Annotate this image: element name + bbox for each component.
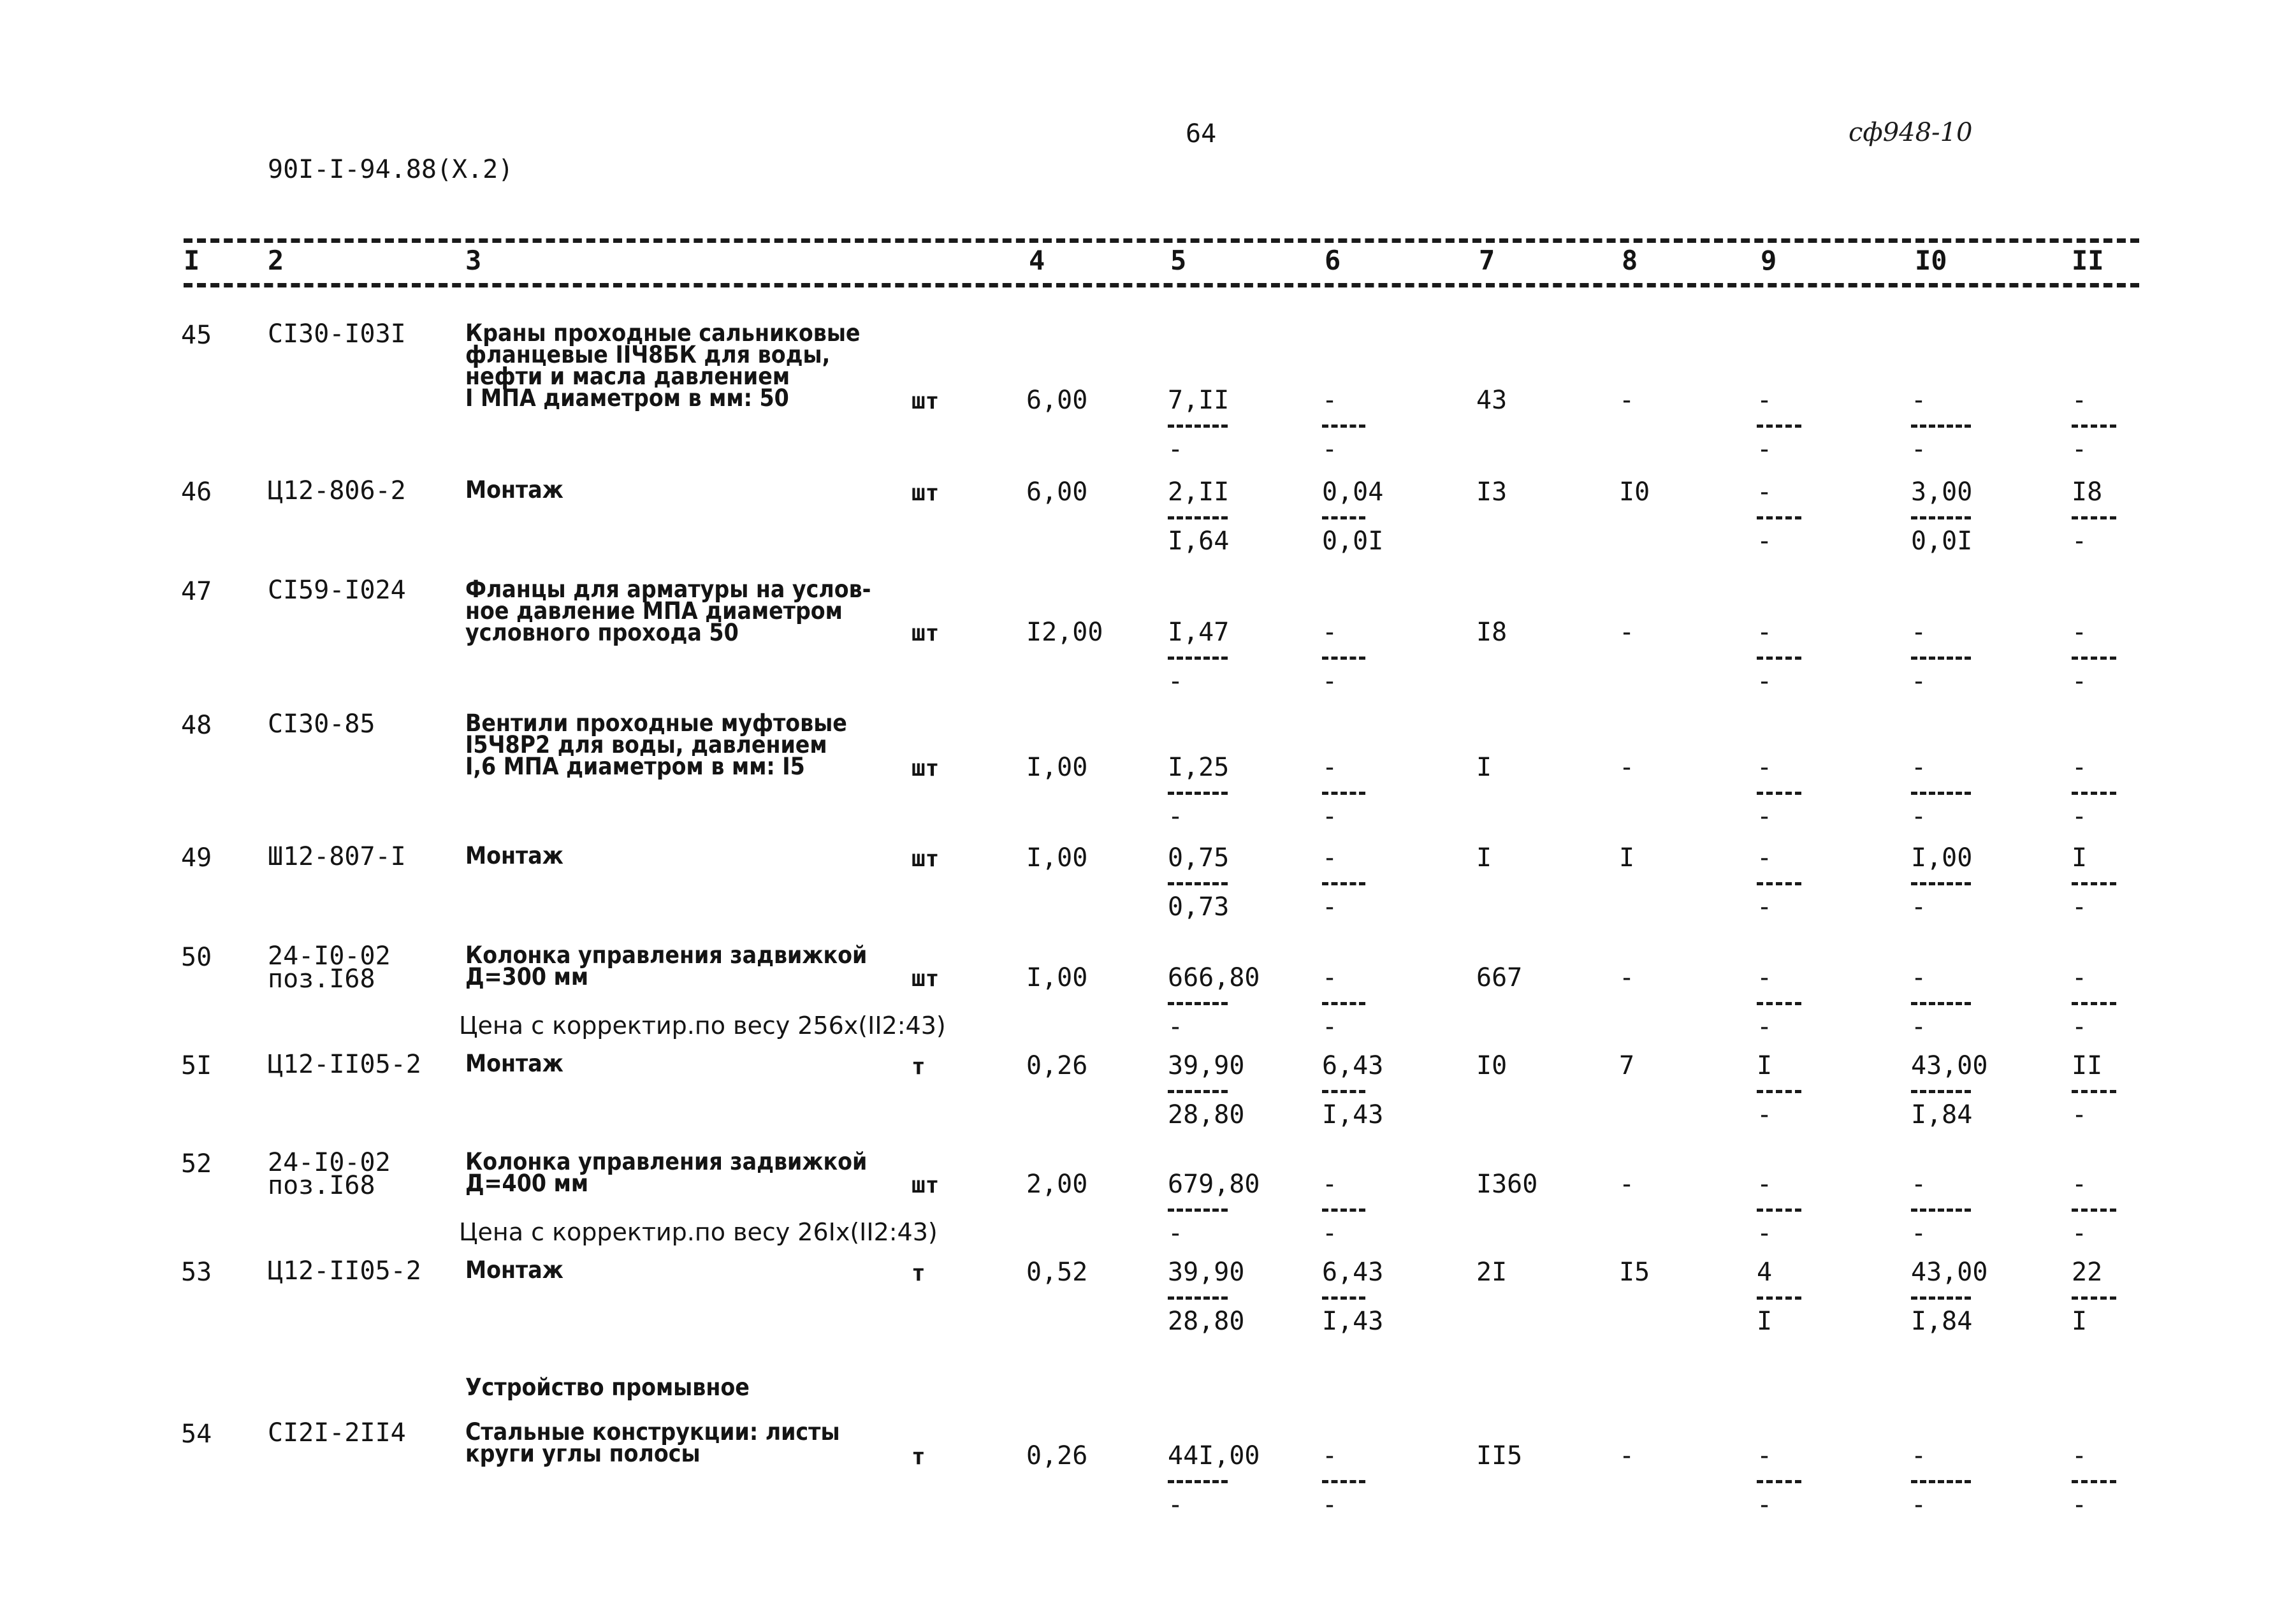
value-fraction: [1322, 388, 1365, 462]
fraction-top-value: II: [2072, 1051, 2103, 1080]
fraction-bar: [1911, 1296, 1971, 1300]
column-8-value: I0: [1619, 477, 1650, 507]
fraction-bottom-value: I,84: [1911, 1100, 1973, 1129]
column-8-value: -: [1619, 386, 1635, 415]
fraction-top-value: -: [1757, 477, 1773, 507]
fraction-bottom-value: -: [1322, 435, 1338, 464]
fraction-top-value: -: [1757, 386, 1773, 415]
fraction-top-value: -: [2072, 386, 2088, 415]
column-7-value: I3: [1476, 477, 1508, 507]
unit-of-measure: шт: [912, 620, 940, 646]
value-fraction: [1168, 479, 1229, 554]
value-fraction: [2072, 1053, 2116, 1128]
value-fraction: [2072, 845, 2116, 920]
value-fraction: [1168, 965, 1260, 1040]
value-fraction: [1168, 1443, 1260, 1518]
work-description: Монтаж: [465, 476, 563, 504]
fraction-bottom-value: -: [1911, 1012, 1927, 1042]
fraction-bar: [1911, 657, 1971, 660]
value-fraction: [1322, 1053, 1383, 1128]
fraction-bar: [1757, 657, 1801, 660]
column-7-value: II5: [1476, 1441, 1523, 1470]
row-number: 50: [181, 943, 212, 972]
fraction-top-value: -: [2072, 963, 2088, 992]
fraction-bottom-value: -: [1911, 1219, 1927, 1248]
fraction-bottom-value: -: [2072, 802, 2088, 831]
fraction-top-value: -: [1322, 386, 1338, 415]
value-fraction: [1757, 479, 1801, 554]
fraction-bar: [2072, 425, 2116, 428]
value-fraction: [1322, 845, 1365, 920]
fraction-bar: [1322, 792, 1365, 795]
fraction-bottom-value: -: [1757, 892, 1773, 922]
price-code: CI30-I03I: [268, 319, 406, 349]
fraction-bar: [1322, 425, 1365, 428]
work-description: Вентили проходные муфтовые I5Ч8Р2 для воды, давлением I,6 МПА диаметром в мм: I5: [465, 709, 847, 780]
fraction-bottom-value: -: [1322, 667, 1338, 696]
fraction-bar: [2072, 516, 2116, 519]
value-fraction: [1757, 1053, 1801, 1128]
fraction-top-value: -: [2072, 1441, 2088, 1470]
fraction-top-value: 44I,00: [1168, 1441, 1260, 1470]
value-fraction: [2072, 479, 2116, 554]
fraction-bottom-value: -: [1168, 1219, 1184, 1248]
value-fraction: [1322, 755, 1365, 829]
fraction-bottom-value: I,84: [1911, 1307, 1973, 1336]
fraction-bottom-value: 0,73: [1168, 892, 1230, 922]
value-fraction: [1911, 965, 1971, 1040]
fraction-bottom-value: I,64: [1168, 526, 1230, 556]
fraction-top-value: -: [1911, 963, 1927, 992]
fraction-top-value: 43,00: [1911, 1258, 1988, 1287]
fraction-top-value: -: [2072, 1170, 2088, 1199]
fraction-bottom-value: -: [1911, 435, 1927, 464]
fraction-top-value: -: [1757, 843, 1773, 873]
column-number: 8: [1622, 245, 1638, 276]
price-code: Ш12-807-I: [268, 842, 406, 871]
fraction-bottom-value: -: [2072, 1100, 2088, 1129]
fraction-bar: [2072, 1090, 2116, 1093]
price-code: Ц12-II05-2: [268, 1050, 421, 1079]
fraction-top-value: 7,II: [1168, 386, 1230, 415]
fraction-top-value: -: [1757, 1170, 1773, 1199]
column-number: 4: [1029, 245, 1045, 276]
value-fraction: [1911, 755, 1971, 829]
value-fraction: [1168, 845, 1229, 920]
column-number: 3: [465, 245, 482, 276]
quantity: 2,00: [1026, 1170, 1088, 1199]
unit-of-measure: шт: [912, 388, 940, 414]
work-description: Монтаж: [465, 1256, 563, 1284]
fraction-top-value: -: [2072, 753, 2088, 782]
column-7-value: I8: [1476, 618, 1508, 647]
value-fraction: [1911, 620, 1971, 694]
fraction-bar: [1757, 1296, 1801, 1300]
value-fraction: [1322, 1172, 1365, 1246]
quantity: 0,26: [1026, 1441, 1088, 1470]
value-fraction: [1757, 965, 1801, 1040]
fraction-bottom-value: I,43: [1322, 1307, 1384, 1336]
fraction-bar: [1757, 1209, 1801, 1212]
fraction-bar: [1168, 792, 1228, 795]
fraction-bar: [1911, 516, 1971, 519]
fraction-bottom-value: -: [1168, 1012, 1184, 1042]
column-8-value: -: [1619, 1441, 1635, 1470]
value-fraction: [1168, 1260, 1244, 1334]
quantity: I2,00: [1026, 618, 1103, 647]
fraction-bottom-value: -: [1757, 802, 1773, 831]
row-number: 46: [181, 477, 212, 507]
fraction-bar: [1911, 1090, 1971, 1093]
column-number: 6: [1325, 245, 1341, 276]
work-description: Колонка управления задвижкой Д=300 мм: [465, 941, 868, 991]
section-heading: Устройство промывное: [465, 1374, 750, 1401]
fraction-bar: [1322, 1002, 1365, 1005]
fraction-top-value: I,00: [1911, 843, 1973, 873]
work-description: Фланцы для арматуры на услов- ное давление МПА диаметром условного прохода 50: [465, 576, 871, 646]
column-7-value: I: [1476, 843, 1492, 873]
fraction-bottom-value: -: [1757, 1490, 1773, 1520]
row-number: 48: [181, 711, 212, 740]
fraction-bottom-value: -: [1168, 802, 1184, 831]
fraction-bottom-value: -: [2072, 667, 2088, 696]
fraction-top-value: -: [1911, 1441, 1927, 1470]
fraction-bar: [1757, 1480, 1801, 1483]
value-fraction: [1757, 1260, 1801, 1334]
column-number: 9: [1761, 245, 1777, 276]
fraction-top-value: 22: [2072, 1258, 2103, 1287]
fraction-top-value: -: [1322, 963, 1338, 992]
quantity: 6,00: [1026, 386, 1088, 415]
fraction-top-value: 3,00: [1911, 477, 1973, 507]
row-number: 45: [181, 321, 212, 350]
fraction-top-value: 0,04: [1322, 477, 1384, 507]
fraction-top-value: 39,90: [1168, 1258, 1245, 1287]
fraction-top-value: 666,80: [1168, 963, 1260, 992]
unit-of-measure: шт: [912, 1172, 940, 1198]
fraction-bottom-value: -: [1322, 1219, 1338, 1248]
fraction-bottom-value: -: [1322, 802, 1338, 831]
value-fraction: [1911, 845, 1972, 920]
fraction-bottom-value: -: [1168, 667, 1184, 696]
column-number: II: [2072, 245, 2104, 276]
fraction-bar: [2072, 657, 2116, 660]
fraction-top-value: -: [1322, 618, 1338, 647]
work-description: Колонка управления задвижкой Д=400 мм: [465, 1148, 868, 1197]
value-fraction: [2072, 1172, 2116, 1246]
price-code: CI59-I024: [268, 576, 406, 605]
column-7-value: I360: [1476, 1170, 1538, 1199]
fraction-bar: [2072, 1480, 2116, 1483]
fraction-bar: [1757, 1002, 1801, 1005]
fraction-bar: [1757, 516, 1801, 519]
quantity: 0,52: [1026, 1258, 1088, 1287]
fraction-bottom-value: -: [1168, 435, 1184, 464]
value-fraction: [1322, 479, 1383, 554]
fraction-bottom-value: -: [2072, 435, 2088, 464]
fraction-bar: [1757, 882, 1801, 885]
fraction-top-value: -: [1757, 963, 1773, 992]
fraction-bar: [2072, 882, 2116, 885]
fraction-bottom-value: -: [2072, 892, 2088, 922]
fraction-top-value: I8: [2072, 477, 2103, 507]
row-number: 54: [181, 1419, 212, 1449]
fraction-bottom-value: -: [1757, 1012, 1773, 1042]
fraction-top-value: 39,90: [1168, 1051, 1245, 1080]
fraction-top-value: -: [1911, 1170, 1927, 1199]
row-number: 52: [181, 1149, 212, 1179]
fraction-bottom-value: -: [1911, 1490, 1927, 1520]
column-7-value: I: [1476, 753, 1492, 782]
document-code: 90I-I-94.88(Х.2): [268, 155, 514, 184]
fraction-bottom-value: -: [2072, 1012, 2088, 1042]
value-fraction: [1322, 620, 1365, 694]
fraction-top-value: -: [1911, 618, 1927, 647]
column-8-value: I: [1619, 843, 1635, 873]
fraction-bottom-value: -: [1757, 526, 1773, 556]
value-fraction: [1168, 620, 1229, 694]
value-fraction: [2072, 1260, 2116, 1334]
fraction-bottom-value: -: [1322, 1490, 1338, 1520]
price-code: 24-I0-02 поз.I68: [268, 1148, 391, 1200]
fraction-top-value: -: [1322, 1170, 1338, 1199]
fraction-bottom-value: 28,80: [1168, 1307, 1245, 1336]
fraction-top-value: I,25: [1168, 753, 1230, 782]
fraction-top-value: 679,80: [1168, 1170, 1260, 1199]
value-fraction: [1757, 1443, 1801, 1518]
fraction-bottom-value: -: [2072, 1490, 2088, 1520]
fraction-bottom-value: -: [2072, 526, 2088, 556]
value-fraction: [1911, 1260, 1987, 1334]
fraction-bottom-value: -: [1757, 1219, 1773, 1248]
quantity: 6,00: [1026, 477, 1088, 507]
fraction-top-value: 6,43: [1322, 1258, 1384, 1287]
value-fraction: [1168, 755, 1229, 829]
value-fraction: [1168, 1053, 1244, 1128]
price-correction-note: Цена с корректир.по весу 256х(II2:43): [459, 1012, 946, 1040]
row-number: 53: [181, 1258, 212, 1287]
row-number: 49: [181, 843, 212, 873]
unit-of-measure: т: [912, 1054, 926, 1080]
price-code: Ц12-806-2: [268, 476, 406, 505]
column-number: 2: [268, 245, 284, 276]
fraction-bottom-value: -: [1757, 435, 1773, 464]
unit-of-measure: шт: [912, 480, 940, 506]
fraction-bottom-value: -: [1168, 1490, 1184, 1520]
fraction-top-value: -: [1322, 753, 1338, 782]
value-fraction: [2072, 755, 2116, 829]
unit-of-measure: т: [912, 1260, 926, 1286]
value-fraction: [1322, 1443, 1365, 1518]
fraction-bar: [1168, 1002, 1228, 1005]
fraction-bar: [1911, 1002, 1971, 1005]
fraction-bar: [1322, 1480, 1365, 1483]
fraction-bottom-value: -: [1757, 667, 1773, 696]
fraction-top-value: 4: [1757, 1258, 1773, 1287]
fraction-bar: [1322, 1090, 1365, 1093]
fraction-bar: [2072, 1209, 2116, 1212]
value-fraction: [2072, 965, 2116, 1040]
quantity: I,00: [1026, 963, 1088, 992]
column-number: I: [184, 245, 200, 276]
fraction-bar: [2072, 1296, 2116, 1300]
fraction-bar: [1168, 1090, 1228, 1093]
fraction-top-value: 6,43: [1322, 1051, 1384, 1080]
unit-of-measure: шт: [912, 966, 940, 992]
value-fraction: [1757, 755, 1801, 829]
handwritten-mark: сф948-10: [1849, 118, 1973, 147]
column-7-value: 43: [1476, 386, 1508, 415]
column-7-value: 667: [1476, 963, 1523, 992]
header-top-rule: [184, 238, 2139, 243]
value-fraction: [1322, 1260, 1383, 1334]
unit-of-measure: шт: [912, 846, 940, 872]
fraction-bar: [1322, 1209, 1365, 1212]
fraction-top-value: -: [1911, 753, 1927, 782]
fraction-top-value: -: [1757, 1441, 1773, 1470]
fraction-top-value: 43,00: [1911, 1051, 1988, 1080]
fraction-top-value: I: [2072, 843, 2088, 873]
row-number: 5I: [181, 1051, 212, 1080]
value-fraction: [1757, 1172, 1801, 1246]
fraction-bar: [1911, 792, 1971, 795]
fraction-top-value: -: [1322, 1441, 1338, 1470]
fraction-bar: [1911, 882, 1971, 885]
fraction-bottom-value: I,43: [1322, 1100, 1384, 1129]
fraction-top-value: I: [1757, 1051, 1773, 1080]
fraction-top-value: 0,75: [1168, 843, 1230, 873]
value-fraction: [1757, 620, 1801, 694]
fraction-bar: [1757, 425, 1801, 428]
fraction-top-value: -: [1757, 753, 1773, 782]
quantity: 0,26: [1026, 1051, 1088, 1080]
fraction-bottom-value: -: [2072, 1219, 2088, 1248]
fraction-bar: [1168, 1296, 1228, 1300]
fraction-bar: [1322, 1296, 1365, 1300]
column-number: 7: [1479, 245, 1495, 276]
fraction-bottom-value: -: [1911, 892, 1927, 922]
fraction-bar: [1322, 516, 1365, 519]
fraction-bottom-value: -: [1911, 802, 1927, 831]
column-8-value: -: [1619, 753, 1635, 782]
value-fraction: [1168, 1172, 1260, 1246]
column-8-value: -: [1619, 1170, 1635, 1199]
value-fraction: [2072, 1443, 2116, 1518]
value-fraction: [1911, 1053, 1987, 1128]
fraction-bar: [1322, 657, 1365, 660]
fraction-bottom-value: 0,0I: [1322, 526, 1384, 556]
page-number: 64: [1186, 119, 1217, 149]
value-fraction: [2072, 620, 2116, 694]
fraction-bar: [1168, 425, 1228, 428]
column-number: I0: [1915, 245, 1947, 276]
column-7-value: I0: [1476, 1051, 1508, 1080]
header-bottom-rule: [184, 283, 2139, 287]
price-code: CI30-85: [268, 709, 375, 739]
fraction-bottom-value: -: [1322, 1012, 1338, 1042]
value-fraction: [1757, 388, 1801, 462]
fraction-bar: [1911, 1209, 1971, 1212]
value-fraction: [1322, 965, 1365, 1040]
work-description: Стальные конструкции: листы круги углы полосы: [465, 1418, 840, 1467]
price-correction-note: Цена с корректир.по весу 26Iх(II2:43): [459, 1218, 938, 1246]
column-8-value: 7: [1619, 1051, 1635, 1080]
value-fraction: [1168, 388, 1229, 462]
column-8-value: I5: [1619, 1258, 1650, 1287]
work-description: Монтаж: [465, 1050, 563, 1077]
fraction-bar: [1911, 1480, 1971, 1483]
price-code: Ц12-II05-2: [268, 1256, 421, 1286]
price-code: CI2I-2II4: [268, 1418, 406, 1448]
fraction-bottom-value: 0,0I: [1911, 526, 1973, 556]
work-description: Краны проходные сальниковые фланцевые IIЧ8БК для воды, нефти и масла давлением I МПА диаметром в мм: 50: [465, 319, 861, 412]
work-description: Монтаж: [465, 842, 563, 869]
price-code: 24-I0-02 поз.I68: [268, 941, 391, 994]
fraction-top-value: 2,II: [1168, 477, 1230, 507]
value-fraction: [1911, 388, 1971, 462]
fraction-bar: [1322, 882, 1365, 885]
fraction-bar: [2072, 1002, 2116, 1005]
column-8-value: -: [1619, 618, 1635, 647]
fraction-bar: [2072, 792, 2116, 795]
fraction-bottom-value: -: [1322, 892, 1338, 922]
fraction-bottom-value: I: [2072, 1307, 2088, 1336]
value-fraction: [1911, 1172, 1971, 1246]
row-number: 47: [181, 577, 212, 606]
fraction-bar: [1757, 1090, 1801, 1093]
value-fraction: [2072, 388, 2116, 462]
fraction-bottom-value: 28,80: [1168, 1100, 1245, 1129]
unit-of-measure: шт: [912, 755, 940, 781]
value-fraction: [1911, 479, 1972, 554]
quantity: I,00: [1026, 753, 1088, 782]
fraction-bottom-value: I: [1757, 1307, 1773, 1336]
fraction-bar: [1168, 657, 1228, 660]
fraction-bar: [1168, 1209, 1228, 1212]
fraction-bar: [1168, 516, 1228, 519]
column-7-value: 2I: [1476, 1258, 1508, 1287]
fraction-top-value: -: [1911, 386, 1927, 415]
fraction-bar: [1168, 1480, 1228, 1483]
fraction-bottom-value: -: [1757, 1100, 1773, 1129]
fraction-bar: [1911, 425, 1971, 428]
value-fraction: [1757, 845, 1801, 920]
fraction-top-value: -: [2072, 618, 2088, 647]
fraction-bar: [1757, 792, 1801, 795]
fraction-bar: [1168, 882, 1228, 885]
value-fraction: [1911, 1443, 1971, 1518]
fraction-top-value: -: [1757, 618, 1773, 647]
fraction-top-value: -: [1322, 843, 1338, 873]
unit-of-measure: т: [912, 1444, 926, 1470]
column-8-value: -: [1619, 963, 1635, 992]
fraction-top-value: I,47: [1168, 618, 1230, 647]
quantity: I,00: [1026, 843, 1088, 873]
column-number: 5: [1170, 245, 1187, 276]
fraction-bottom-value: -: [1911, 667, 1927, 696]
